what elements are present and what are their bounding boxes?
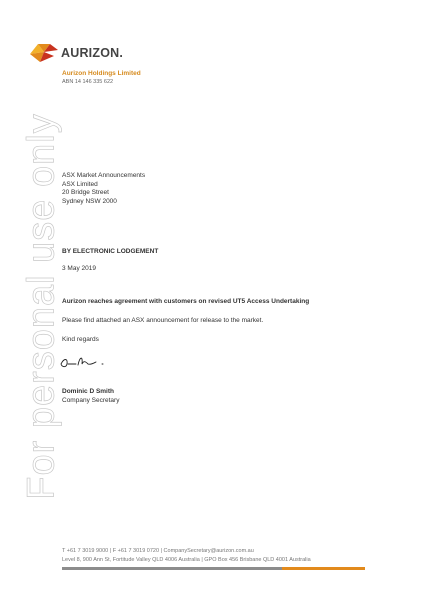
address-line: ASX Limited [62, 180, 98, 188]
letter-body: Please find attached an ASX announcement for release to the market. [62, 317, 264, 324]
handwritten-signature [58, 350, 118, 372]
signer-name: Dominic D Smith [62, 388, 115, 395]
footer-bar-grey [62, 567, 282, 570]
lodgement-method: BY ELECTRONIC LODGEMENT [62, 248, 159, 255]
company-name: Aurizon Holdings Limited [62, 70, 141, 77]
footer-bar-orange [282, 567, 365, 570]
address-line: 20 Bridge Street [62, 189, 109, 197]
footer-color-bar [62, 567, 365, 570]
letter-subject: Aurizon reaches agreement with customers on revised UT5 Access Undertaking [62, 298, 310, 305]
recipient-address [62, 172, 145, 206]
watermark-text: For personal use only [20, 113, 63, 500]
signer-title: Company Secretary [62, 397, 120, 404]
logo-wordmark: AURIZON. [61, 46, 124, 60]
company-abn: ABN 14 146 335 622 [62, 79, 114, 85]
letter-closing: Kind regards [62, 336, 99, 343]
letter-date: 3 May 2019 [62, 265, 96, 272]
address-line: Sydney NSW 2000 [62, 197, 117, 205]
address-line: ASX Market Announcements [62, 172, 146, 179]
footer-contact: T +61 7 3019 9000 | F +61 7 3019 0720 | CompanySecretary@aurizon.com.au [62, 548, 254, 554]
footer-address: Level 8, 900 Ann St, Fortitude Valley QLD 4006 Australia | GPO Box 456 Brisbane QLD 4001 Australia [62, 557, 311, 563]
